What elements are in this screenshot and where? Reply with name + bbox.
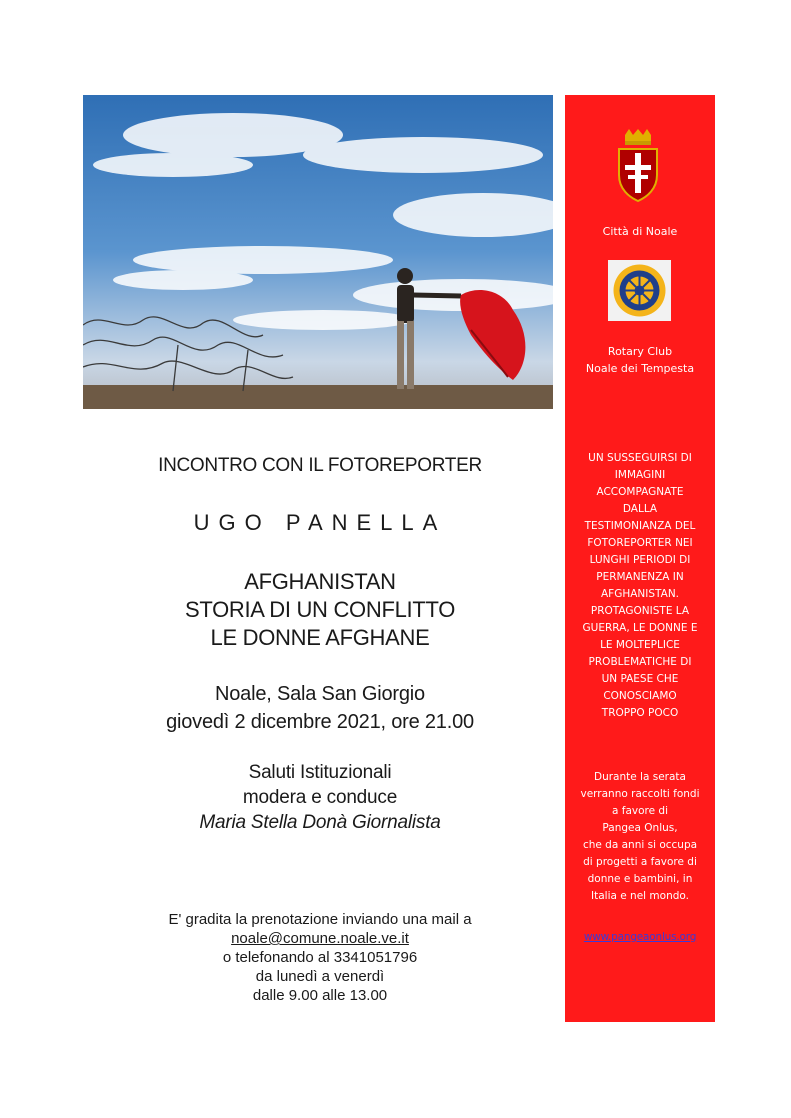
- fundraising-line: di progetti a favore di: [583, 856, 697, 868]
- speaker-name: UGO PANELLA: [193, 510, 447, 535]
- event-topic: [83, 568, 557, 652]
- rotary-label-line: Rotary Club: [607, 345, 673, 358]
- event-place: Noale, Sala San Giorgio: [215, 683, 425, 705]
- topic-line: LE DONNE AFGHANE: [210, 625, 430, 650]
- description-line: TROPPO POCO: [601, 707, 679, 719]
- description-line: ACCOMPAGNATE: [596, 486, 684, 498]
- event-datetime: giovedì 2 dicembre 2021, ore 21.00: [166, 711, 474, 733]
- description-line: PERMANENZA IN: [596, 571, 684, 583]
- booking-hours: dalle 9.00 alle 13.00: [252, 987, 388, 1004]
- description-line: TESTIMONIANZA DEL: [584, 520, 696, 532]
- description-line: PROBLEMATICHE DI: [588, 656, 692, 668]
- description-line: LUNGHI PERIODI DI: [589, 554, 691, 566]
- fundraising-line: verranno raccolti fondi: [580, 788, 700, 800]
- fundraising-line: Durante la serata: [594, 771, 686, 783]
- greetings: Saluti Istituzionali: [248, 762, 392, 783]
- sidebar-description: [571, 450, 709, 722]
- event-place-date: [83, 680, 557, 736]
- photo-boy-with-red-kite-icon: [83, 95, 553, 409]
- fundraising-line: a favore di: [611, 805, 668, 817]
- description-line: LE MOLTEPLICE: [600, 639, 680, 651]
- description-line: PROTAGONISTE LA: [590, 605, 690, 617]
- event-photo: [83, 95, 553, 409]
- moderator-name: Maria Stella Donà Giornalista: [199, 812, 441, 833]
- description-line: AFGHANISTAN.: [600, 588, 680, 600]
- rotary-logo: [608, 260, 671, 321]
- rotary-wheel-icon: [608, 260, 671, 321]
- description-line: UN SUSSEGUIRSI DI: [588, 452, 692, 464]
- city-crest-icon: [615, 129, 661, 203]
- rotary-label-line: Noale dei Tempesta: [585, 362, 695, 375]
- description-line: UN PAESE CHE: [601, 673, 679, 685]
- booking-phone: o telefonando al 3341051796: [222, 949, 418, 966]
- fundraising-line: che da anni si occupa: [582, 839, 698, 851]
- booking-info: [83, 910, 557, 1005]
- fundraising-line: Italia e nel mondo.: [591, 890, 689, 902]
- booking-days: da lunedì a venerdì: [255, 968, 385, 985]
- booking-intro: E' gradita la prenotazione inviando una mail a: [168, 911, 472, 928]
- description-line: CONOSCIAMO: [603, 690, 677, 702]
- event-subtitle: INCONTRO CON IL FOTOREPORTER: [158, 455, 482, 476]
- pangea-link[interactable]: www.pangeaonlus.org: [583, 931, 697, 943]
- description-line: FOTOREPORTER NEI: [587, 537, 693, 549]
- sidebar-fundraising: [569, 769, 711, 905]
- fundraising-line: Pangea Onlus,: [602, 822, 678, 834]
- description-line: DALLA: [622, 503, 658, 515]
- sidebar: [565, 95, 715, 1022]
- moderation-label: modera e conduce: [242, 787, 398, 808]
- topic-line: AFGHANISTAN: [244, 569, 396, 594]
- topic-line: STORIA DI UN CONFLITTO: [184, 597, 456, 622]
- description-line: GUERRA, LE DONNE E: [582, 622, 698, 634]
- booking-email-link[interactable]: noale@comune.noale.ve.it: [231, 930, 409, 947]
- fundraising-line: donne e bambini, in: [587, 873, 693, 885]
- rotary-label: [565, 343, 715, 377]
- city-label: Città di Noale: [602, 225, 678, 238]
- event-program: [83, 760, 557, 835]
- description-line: IMMAGINI: [614, 469, 666, 481]
